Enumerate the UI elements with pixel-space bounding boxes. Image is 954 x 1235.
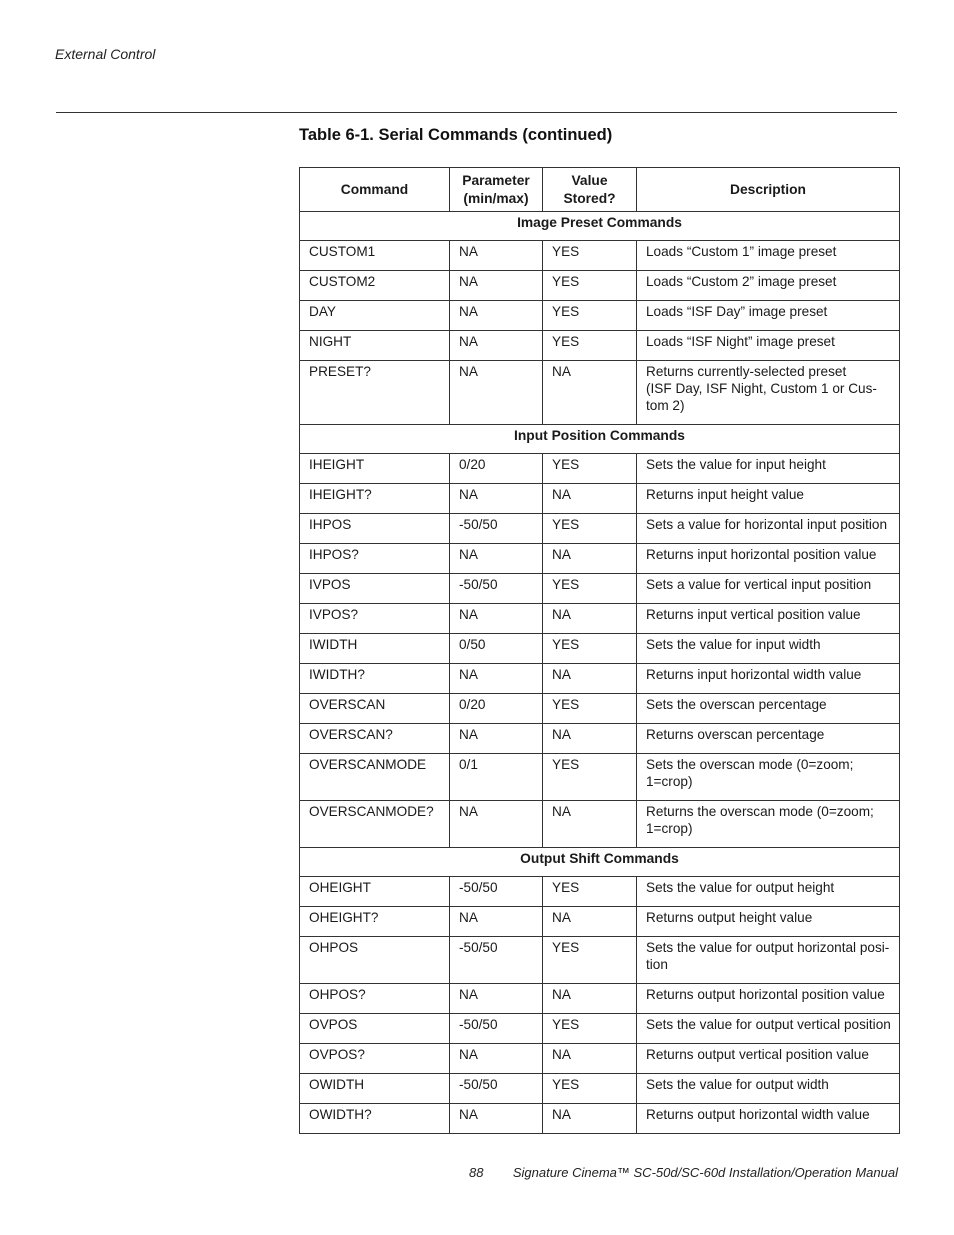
table-row xyxy=(300,484,900,514)
table-row xyxy=(300,331,900,361)
description-cell: Sets the value for input width xyxy=(637,634,900,664)
parameter-cell: NA xyxy=(450,1104,543,1134)
value-stored-cell: NA xyxy=(543,801,637,848)
table-row xyxy=(300,361,900,425)
value-stored-cell: YES xyxy=(543,634,637,664)
command-cell: IHEIGHT? xyxy=(300,484,450,514)
parameter-cell: NA xyxy=(450,724,543,754)
parameter-cell: -50/50 xyxy=(450,574,543,604)
command-cell: OVPOS xyxy=(300,1014,450,1044)
table-row xyxy=(300,604,900,634)
group-heading-row xyxy=(300,425,900,454)
table-row xyxy=(300,1014,900,1044)
description-cell: Returns input horizontal position value xyxy=(637,544,900,574)
group-heading-row xyxy=(300,848,900,877)
value-stored-cell: NA xyxy=(543,361,637,425)
table-row xyxy=(300,514,900,544)
command-cell: OVERSCANMODE xyxy=(300,754,450,801)
command-cell: IWIDTH xyxy=(300,634,450,664)
command-cell: DAY xyxy=(300,301,450,331)
table-row xyxy=(300,694,900,724)
table-row xyxy=(300,454,900,484)
command-cell: IHPOS xyxy=(300,514,450,544)
description-cell: Loads “ISF Night” image preset xyxy=(637,331,900,361)
group-heading: Output Shift Commands xyxy=(300,848,900,877)
table-row xyxy=(300,801,900,848)
value-stored-cell: YES xyxy=(543,877,637,907)
table-row xyxy=(300,877,900,907)
table-body xyxy=(300,212,900,1134)
description-cell: Returns overscan percentage xyxy=(637,724,900,754)
command-cell: CUSTOM2 xyxy=(300,271,450,301)
parameter-cell: NA xyxy=(450,544,543,574)
parameter-cell: NA xyxy=(450,241,543,271)
table-row xyxy=(300,984,900,1014)
column-header-parameter: Parameter (min/max) xyxy=(450,168,543,212)
value-stored-cell: YES xyxy=(543,574,637,604)
table-row xyxy=(300,1074,900,1104)
group-heading: Image Preset Commands xyxy=(300,212,900,241)
value-stored-cell: NA xyxy=(543,1104,637,1134)
value-stored-cell: YES xyxy=(543,937,637,984)
table-row xyxy=(300,634,900,664)
table-header-row xyxy=(300,168,900,212)
description-cell: Sets a value for vertical input position xyxy=(637,574,900,604)
command-cell: OVERSCANMODE? xyxy=(300,801,450,848)
command-cell: OVERSCAN xyxy=(300,694,450,724)
table-title: Table 6-1. Serial Commands (continued) xyxy=(299,126,613,144)
description-cell: Returns output height value xyxy=(637,907,900,937)
description-cell: Sets the value for input height xyxy=(637,454,900,484)
description-cell: Sets a value for horizontal input position xyxy=(637,514,900,544)
parameter-cell: NA xyxy=(450,271,543,301)
parameter-cell: NA xyxy=(450,984,543,1014)
parameter-cell: 0/50 xyxy=(450,634,543,664)
value-stored-cell: NA xyxy=(543,544,637,574)
command-cell: OHEIGHT? xyxy=(300,907,450,937)
parameter-cell: NA xyxy=(450,301,543,331)
command-cell: OWIDTH xyxy=(300,1074,450,1104)
group-heading-row xyxy=(300,212,900,241)
command-cell: OHPOS? xyxy=(300,984,450,1014)
table-row xyxy=(300,271,900,301)
description-cell: Returns output horizontal width value xyxy=(637,1104,900,1134)
column-header-value-stored: Value Stored? xyxy=(543,168,637,212)
value-stored-cell: NA xyxy=(543,907,637,937)
command-cell: OHEIGHT xyxy=(300,877,450,907)
command-cell: IHEIGHT xyxy=(300,454,450,484)
command-cell: OWIDTH? xyxy=(300,1104,450,1134)
value-stored-cell: YES xyxy=(543,454,637,484)
parameter-cell: -50/50 xyxy=(450,1074,543,1104)
manual-title: Signature Cinema™ SC-50d/SC-60d Installation/Operation Manual xyxy=(512,1165,898,1180)
parameter-cell: 0/1 xyxy=(450,754,543,801)
value-stored-cell: YES xyxy=(543,331,637,361)
value-stored-cell: YES xyxy=(543,1014,637,1044)
table-row xyxy=(300,1104,900,1134)
running-header: External Control xyxy=(55,46,156,62)
value-stored-cell: YES xyxy=(543,514,637,544)
description-cell: Sets the overscan percentage xyxy=(637,694,900,724)
table-row xyxy=(300,907,900,937)
command-cell: PRESET? xyxy=(300,361,450,425)
table-row xyxy=(300,301,900,331)
value-stored-cell: NA xyxy=(543,664,637,694)
description-cell: Loads “Custom 1” image preset xyxy=(637,241,900,271)
description-cell: Sets the value for output height xyxy=(637,877,900,907)
parameter-cell: NA xyxy=(450,484,543,514)
parameter-cell: NA xyxy=(450,801,543,848)
serial-commands-table xyxy=(299,167,900,1134)
command-cell: NIGHT xyxy=(300,331,450,361)
description-cell: Returns input horizontal width value xyxy=(637,664,900,694)
description-cell: Sets the value for output width xyxy=(637,1074,900,1104)
value-stored-cell: YES xyxy=(543,1074,637,1104)
command-cell: OVPOS? xyxy=(300,1044,450,1074)
description-cell: Returns input height value xyxy=(637,484,900,514)
page-number: 88 xyxy=(469,1165,484,1180)
parameter-cell: NA xyxy=(450,361,543,425)
description-cell: Returns the overscan mode (0=zoom; 1=crop) xyxy=(637,801,900,848)
parameter-cell: -50/50 xyxy=(450,1014,543,1044)
parameter-cell: -50/50 xyxy=(450,937,543,984)
table-row xyxy=(300,724,900,754)
description-cell: Loads “ISF Day” image preset xyxy=(637,301,900,331)
header-divider xyxy=(56,112,897,113)
description-cell: Sets the value for output vertical position xyxy=(637,1014,900,1044)
command-cell: IHPOS? xyxy=(300,544,450,574)
value-stored-cell: YES xyxy=(543,301,637,331)
value-stored-cell: YES xyxy=(543,754,637,801)
description-cell: Sets the value for output horizontal posi- tion xyxy=(637,937,900,984)
table-row xyxy=(300,754,900,801)
column-header-description: Description xyxy=(637,168,900,212)
description-cell: Returns currently-selected preset (ISF Day, ISF Night, Custom 1 or Cus- tom 2) xyxy=(637,361,900,425)
command-cell: OHPOS xyxy=(300,937,450,984)
command-cell: CUSTOM1 xyxy=(300,241,450,271)
parameter-cell: NA xyxy=(450,907,543,937)
table-row xyxy=(300,937,900,984)
group-heading: Input Position Commands xyxy=(300,425,900,454)
value-stored-cell: NA xyxy=(543,604,637,634)
parameter-cell: -50/50 xyxy=(450,514,543,544)
parameter-cell: 0/20 xyxy=(450,454,543,484)
value-stored-cell: NA xyxy=(543,484,637,514)
parameter-cell: 0/20 xyxy=(450,694,543,724)
table-row xyxy=(300,241,900,271)
description-cell: Returns output vertical position value xyxy=(637,1044,900,1074)
value-stored-cell: YES xyxy=(543,241,637,271)
parameter-cell: NA xyxy=(450,331,543,361)
command-cell: IVPOS? xyxy=(300,604,450,634)
command-cell: IWIDTH? xyxy=(300,664,450,694)
table-row xyxy=(300,1044,900,1074)
value-stored-cell: NA xyxy=(543,1044,637,1074)
table-row xyxy=(300,574,900,604)
description-cell: Sets the overscan mode (0=zoom; 1=crop) xyxy=(637,754,900,801)
command-cell: OVERSCAN? xyxy=(300,724,450,754)
parameter-cell: NA xyxy=(450,1044,543,1074)
command-cell: IVPOS xyxy=(300,574,450,604)
value-stored-cell: YES xyxy=(543,694,637,724)
value-stored-cell: NA xyxy=(543,984,637,1014)
value-stored-cell: NA xyxy=(543,724,637,754)
value-stored-cell: YES xyxy=(543,271,637,301)
description-cell: Loads “Custom 2” image preset xyxy=(637,271,900,301)
table-row xyxy=(300,664,900,694)
parameter-cell: NA xyxy=(450,664,543,694)
table-row xyxy=(300,544,900,574)
description-cell: Returns output horizontal position value xyxy=(637,984,900,1014)
parameter-cell: NA xyxy=(450,604,543,634)
description-cell: Returns input vertical position value xyxy=(637,604,900,634)
parameter-cell: -50/50 xyxy=(450,877,543,907)
column-header-command: Command xyxy=(300,168,450,212)
